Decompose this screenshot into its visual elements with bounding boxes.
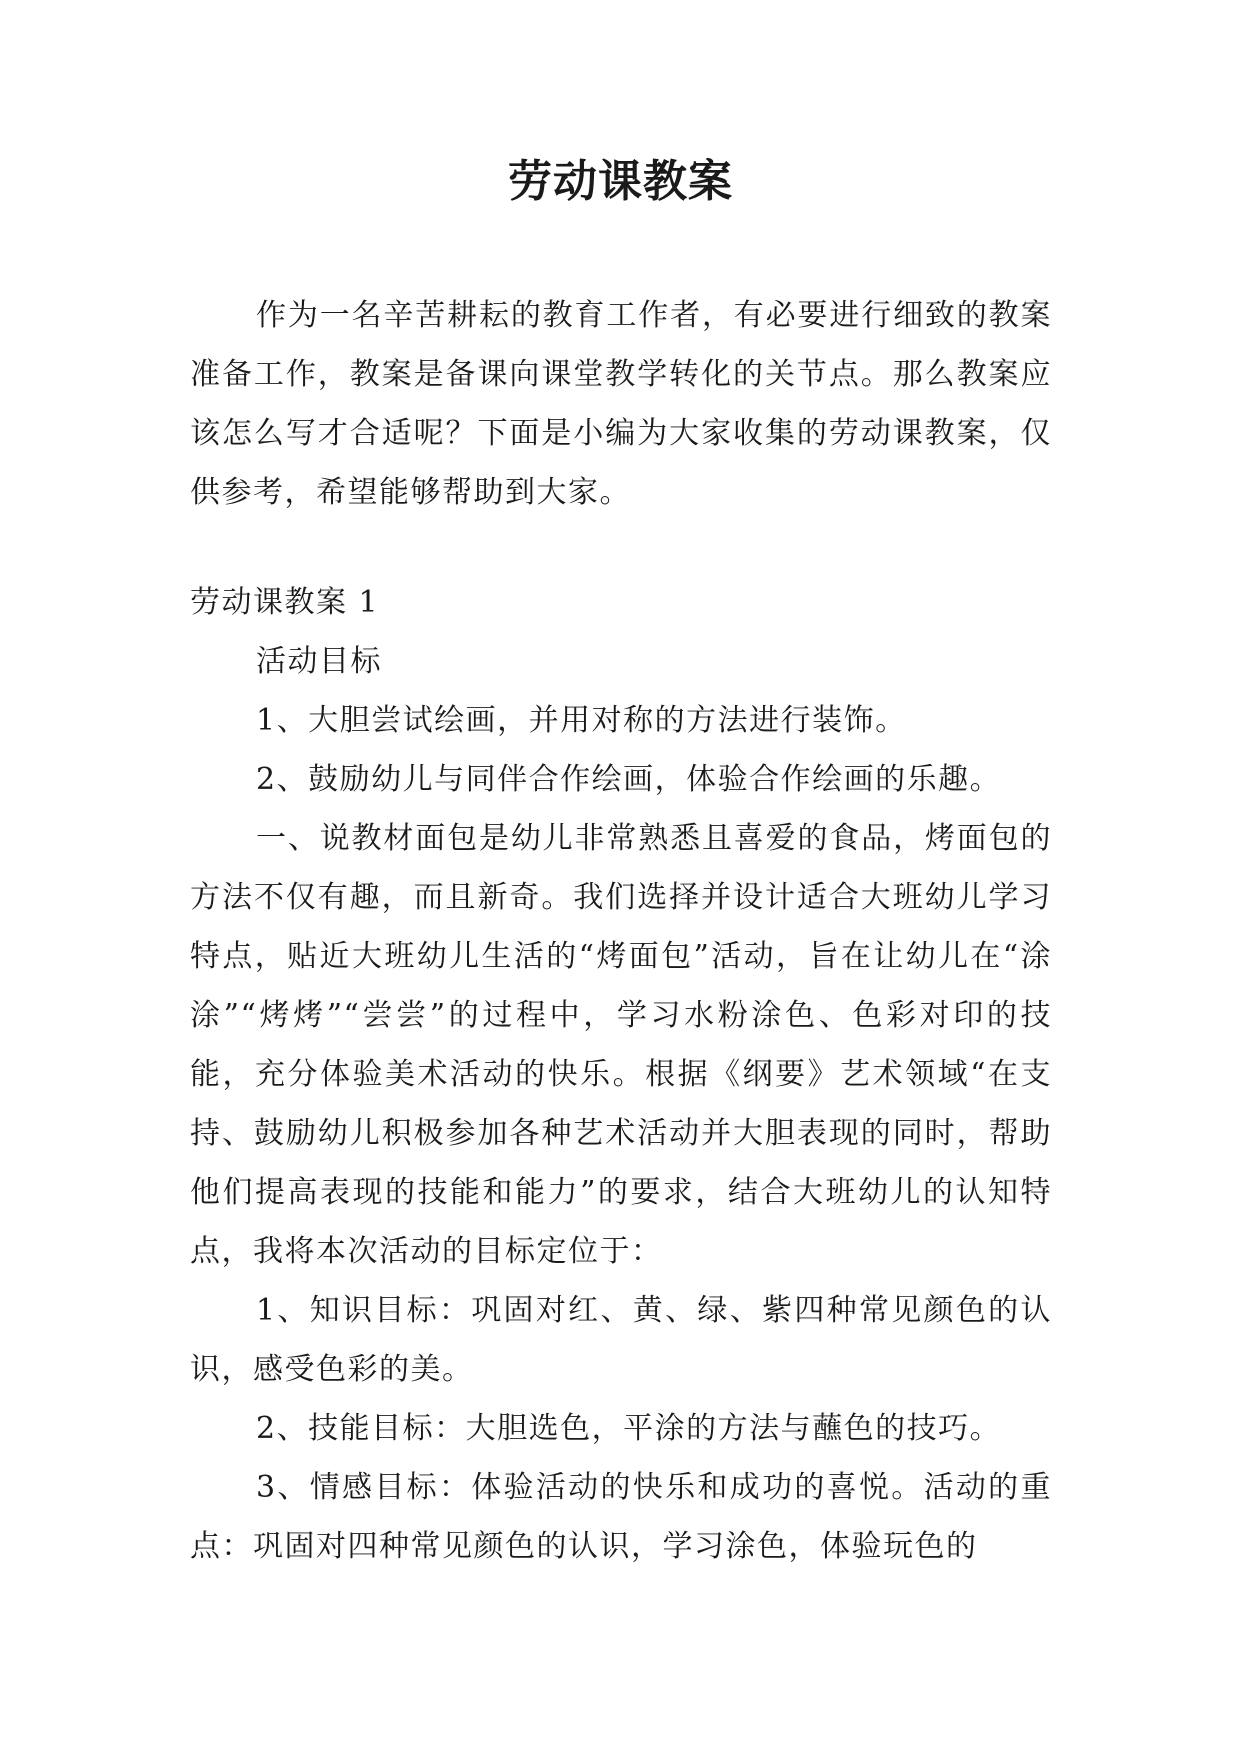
intro-section <box>190 286 1052 522</box>
activity-goal-label: 活动目标 <box>256 644 382 679</box>
lesson-plan-section <box>190 573 1052 1576</box>
section-heading: 劳动课教案 1 <box>190 585 380 620</box>
goal-item: 1、大胆尝试绘画，并用对称的方法进行装饰。 <box>256 703 907 738</box>
document-title: 劳动课教案 <box>508 156 733 207</box>
objective-item: 2、技能目标：大胆选色，平涂的方法与蘸色的技巧。 <box>256 1411 1002 1446</box>
objective-item: 1、知识目标：巩固对红、黄、绿、紫四种常见颜色的认识，感受色彩的美。 <box>190 1293 1052 1387</box>
intro-paragraph: 作为一名辛苦耕耘的教育工作者，有必要进行细致的教案准备工作，教案是备课向课堂教学转化的关节点。那么教案应该怎么写才合适呢？下面是小编为大家收集的劳动课教案，仅供参考，希望能够帮助到大家。 <box>190 298 1052 510</box>
textbook-paragraph: 一、说教材面包是幼儿非常熟悉且喜爱的食品，烤面包的方法不仅有趣，而且新奇。我们选择并设计适合大班幼儿学习特点，贴近大班幼儿生活的“烤面包”活动，旨在让幼儿在“涂涂”“烤烤”“尝尝”的过程中，学习水粉涂色、色彩对印的技能，充分体验美术活动的快乐。根据《纲要》艺术领域“在支持、鼓励幼儿积极参加各种艺术活动并大胆表现的同时，帮助他们提高表现的技能和能力”的要求，结合大班幼儿的认知特点，我将本次活动的目标定位于： <box>190 821 1052 1269</box>
goal-item: 2、鼓励幼儿与同伴合作绘画，体验合作绘画的乐趣。 <box>256 762 1002 797</box>
objective-item: 3、情感目标：体验活动的快乐和成功的喜悦。活动的重点：巩固对四种常见颜色的认识，学习涂色，体验玩色的 <box>190 1470 1052 1564</box>
